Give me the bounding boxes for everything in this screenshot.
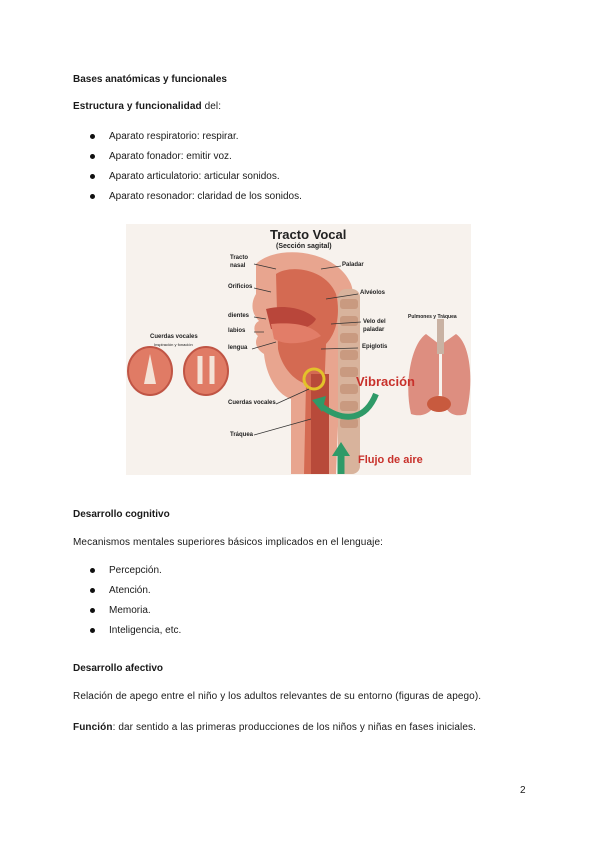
- bullet-icon: [90, 134, 95, 139]
- label-dientes: dientes: [228, 313, 250, 319]
- label-cuerdas-vocales-top: Cuerdas vocales: [150, 334, 198, 340]
- bullet-icon: [90, 628, 95, 633]
- label-traquea: Tráquea: [230, 432, 254, 438]
- section-subtitle-estructura: [73, 101, 221, 112]
- list-item: Aparato articulatorio: articular sonidos.: [90, 171, 302, 191]
- subtitle-bold: Estructura y funcionalidad: [73, 101, 202, 112]
- list-item: Percepción.: [90, 565, 181, 585]
- vocal-tract-illustration: [126, 224, 471, 475]
- label-cuerdas-vocales: Cuerdas vocales: [228, 400, 276, 406]
- label-cuerdas-vocales-sub: Inspiración y fonación: [154, 342, 193, 347]
- label-vibracion: Vibración: [356, 374, 416, 389]
- label-epiglotis: Epiglotis: [362, 344, 388, 350]
- section-title-bases: Bases anatómicas y funcionales: [73, 74, 227, 85]
- subtitle-rest: del:: [201, 101, 222, 112]
- bullet-icon: [90, 568, 95, 573]
- bullet-icon: [90, 194, 95, 199]
- page-number: 2: [520, 785, 526, 796]
- label-orificios: Orificios: [228, 284, 253, 290]
- bullet-icon: [90, 154, 95, 159]
- section-intro-cognitivo: Mecanismos mentales superiores básicos implicados en el lenguaje:: [73, 537, 383, 548]
- bullet-icon: [90, 608, 95, 613]
- funcion-bold: Función: [73, 722, 113, 733]
- label-velo-del-paladar: Velo del paladar: [363, 319, 386, 333]
- list-item: Inteligencia, etc.: [90, 625, 181, 645]
- label-labios: labios: [228, 328, 246, 334]
- vocal-tract-figure: [126, 224, 471, 475]
- list-item: Aparato resonador: claridad de los sonidos.: [90, 191, 302, 211]
- label-flujo-de-aire: Flujo de aire: [358, 454, 423, 466]
- section-title-afectivo: Desarrollo afectivo: [73, 663, 164, 674]
- paragraph-funcion: [73, 722, 476, 733]
- label-tracto-nasal: Tracto nasal: [230, 255, 249, 269]
- bullet-list-mecanismos: [90, 565, 181, 645]
- label-paladar: Paladar: [342, 262, 364, 268]
- paragraph-apego: Relación de apego entre el niño y los adultos relevantes de su entorno (figuras de apego).: [73, 691, 482, 702]
- bullet-icon: [90, 174, 95, 179]
- bullet-icon: [90, 588, 95, 593]
- funcion-rest: : dar sentido a las primeras producciones de los niños y niñas en fases iniciales.: [112, 722, 476, 733]
- bullet-list-aparatos: [90, 131, 302, 211]
- section-title-cognitivo: Desarrollo cognitivo: [73, 509, 170, 520]
- list-item: Atención.: [90, 585, 181, 605]
- figure-title: Tracto Vocal: [270, 227, 347, 242]
- list-item: Aparato fonador: emitir voz.: [90, 151, 302, 171]
- figure-subtitle: (Sección sagital): [276, 243, 332, 250]
- list-item: Memoria.: [90, 605, 181, 625]
- label-pulmones: Pulmones y Tráquea: [408, 314, 457, 320]
- list-item: Aparato respiratorio: respirar.: [90, 131, 302, 151]
- label-lengua: lengua: [228, 345, 248, 351]
- label-alveolos: Alvéolos: [360, 290, 386, 296]
